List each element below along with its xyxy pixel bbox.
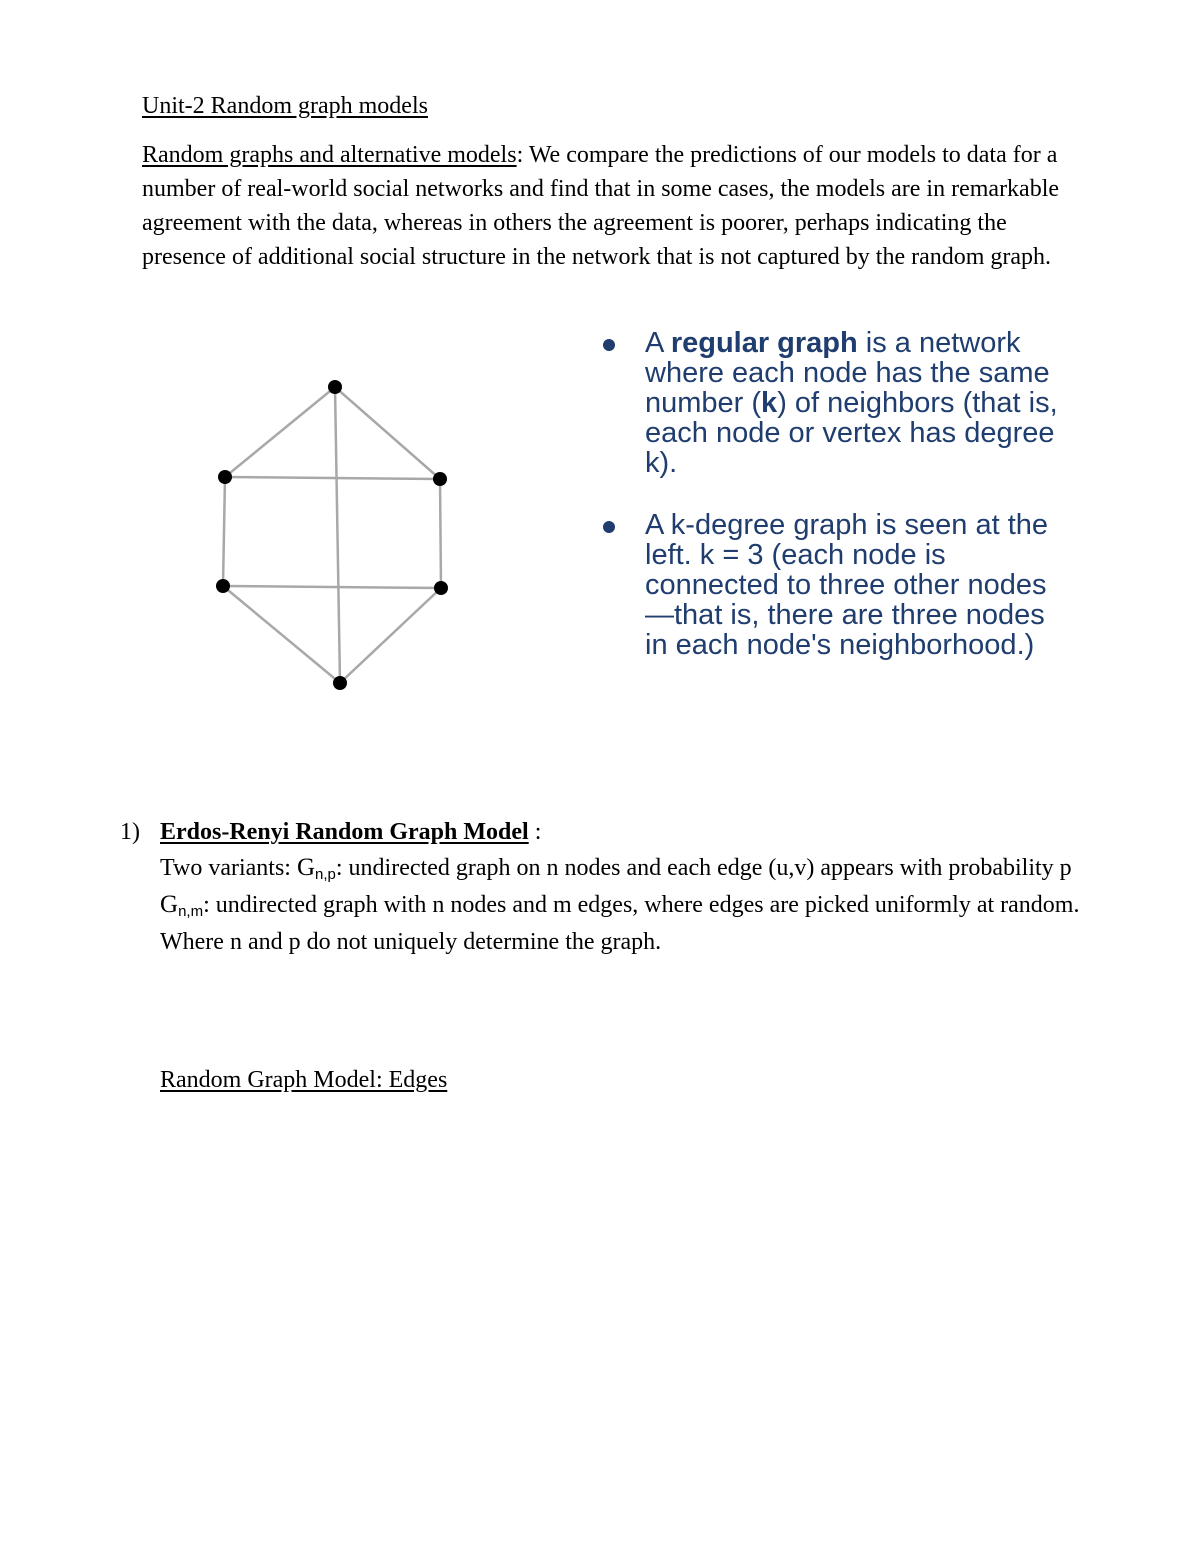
intro-text: We compare the predictions of our models to data for a number of real-world social networks and find that in some cases, the models are in remarkable agreement with the data, whereas in others the agreement is poorer, perhaps indicating the presence of additional social structure in the network that is not captured by the random graph. [142, 142, 1060, 270]
bullet-text-suffix: ) of neighbors (that is, each node or vertex has degree k). [645, 387, 1058, 479]
gnm-subscript: n,m [178, 903, 204, 920]
section-body [120, 851, 1080, 959]
regular-graph-figure [190, 360, 480, 710]
uniqueness-note: Where n and p do not uniquely determine the graph. [160, 929, 662, 955]
intro-paragraph [142, 138, 1072, 274]
graph-edge-lower-right-bottom [340, 588, 441, 683]
intro-colon: : [516, 142, 524, 168]
graph-edge-upper-right-lower-right [440, 479, 441, 588]
graph-node-bottom [333, 676, 347, 690]
bullet-dot-icon [603, 339, 615, 351]
graph-edge-top-upper-right [335, 387, 440, 479]
graph-node-lower-right [434, 581, 448, 595]
bullet-item-regular-graph [600, 328, 1060, 478]
page-heading: Unit-2 Random graph models [142, 93, 428, 119]
section-title-wrap [160, 815, 541, 849]
graph-node-upper-left [218, 470, 232, 484]
gnp-definition [160, 851, 1080, 888]
section-title: Erdos-Renyi Random Graph Model [160, 819, 529, 845]
section-title-suffix: : [528, 819, 542, 845]
edges-subheading: Random Graph Model: Edges [160, 1067, 448, 1093]
gnm-symbol: G [160, 891, 179, 918]
graph-edges [223, 387, 441, 683]
variants-prefix: Two variants: [160, 855, 297, 881]
graph-node-upper-right [433, 472, 447, 486]
bullet-text-body: is a network where each node has the same number ( [645, 327, 1050, 419]
section-number: 1) [120, 819, 140, 845]
graph-nodes [216, 380, 448, 690]
bullet-text-prefix: A [645, 327, 671, 359]
erdos-renyi-section [120, 815, 1080, 959]
gnp-symbol: G [296, 854, 316, 881]
gnp-text: : undirected graph on n nodes and each edge (u,v) appears with probability p [335, 855, 1072, 881]
gnp-subscript: n,p [315, 866, 336, 883]
bullet-dot-icon [603, 521, 615, 533]
graph-node-lower-left [216, 579, 230, 593]
graph-edge-upper-left-lower-left [223, 477, 225, 586]
graph-edge-upper-left-upper-right [225, 477, 440, 479]
graph-edge-top-bottom [335, 387, 340, 683]
gnm-text: : undirected graph with n nodes and m edges, where edges are picked uniformly at random. [203, 892, 1080, 918]
bullet-bold-term: regular graph [670, 327, 858, 359]
gnm-definition [160, 888, 1080, 925]
bullet-text-k-degree: A k-degree graph is seen at the left. k = 3 (each node is connected to three other nodes—that is, there are three nodes in each node's neighborhood.) [645, 509, 1049, 661]
bullet-item-k-degree-graph [600, 510, 1060, 660]
graph-edge-top-upper-left [225, 387, 335, 477]
section-title-row [120, 815, 1080, 849]
graph-edge-lower-left-bottom [223, 586, 340, 683]
bullet-bold-k: k [761, 387, 778, 419]
graph-node-top [328, 380, 342, 394]
regular-graph-bullets [600, 328, 1060, 660]
graph-edge-lower-left-lower-right [223, 586, 441, 588]
intro-label: Random graphs and alternative models [142, 142, 517, 168]
